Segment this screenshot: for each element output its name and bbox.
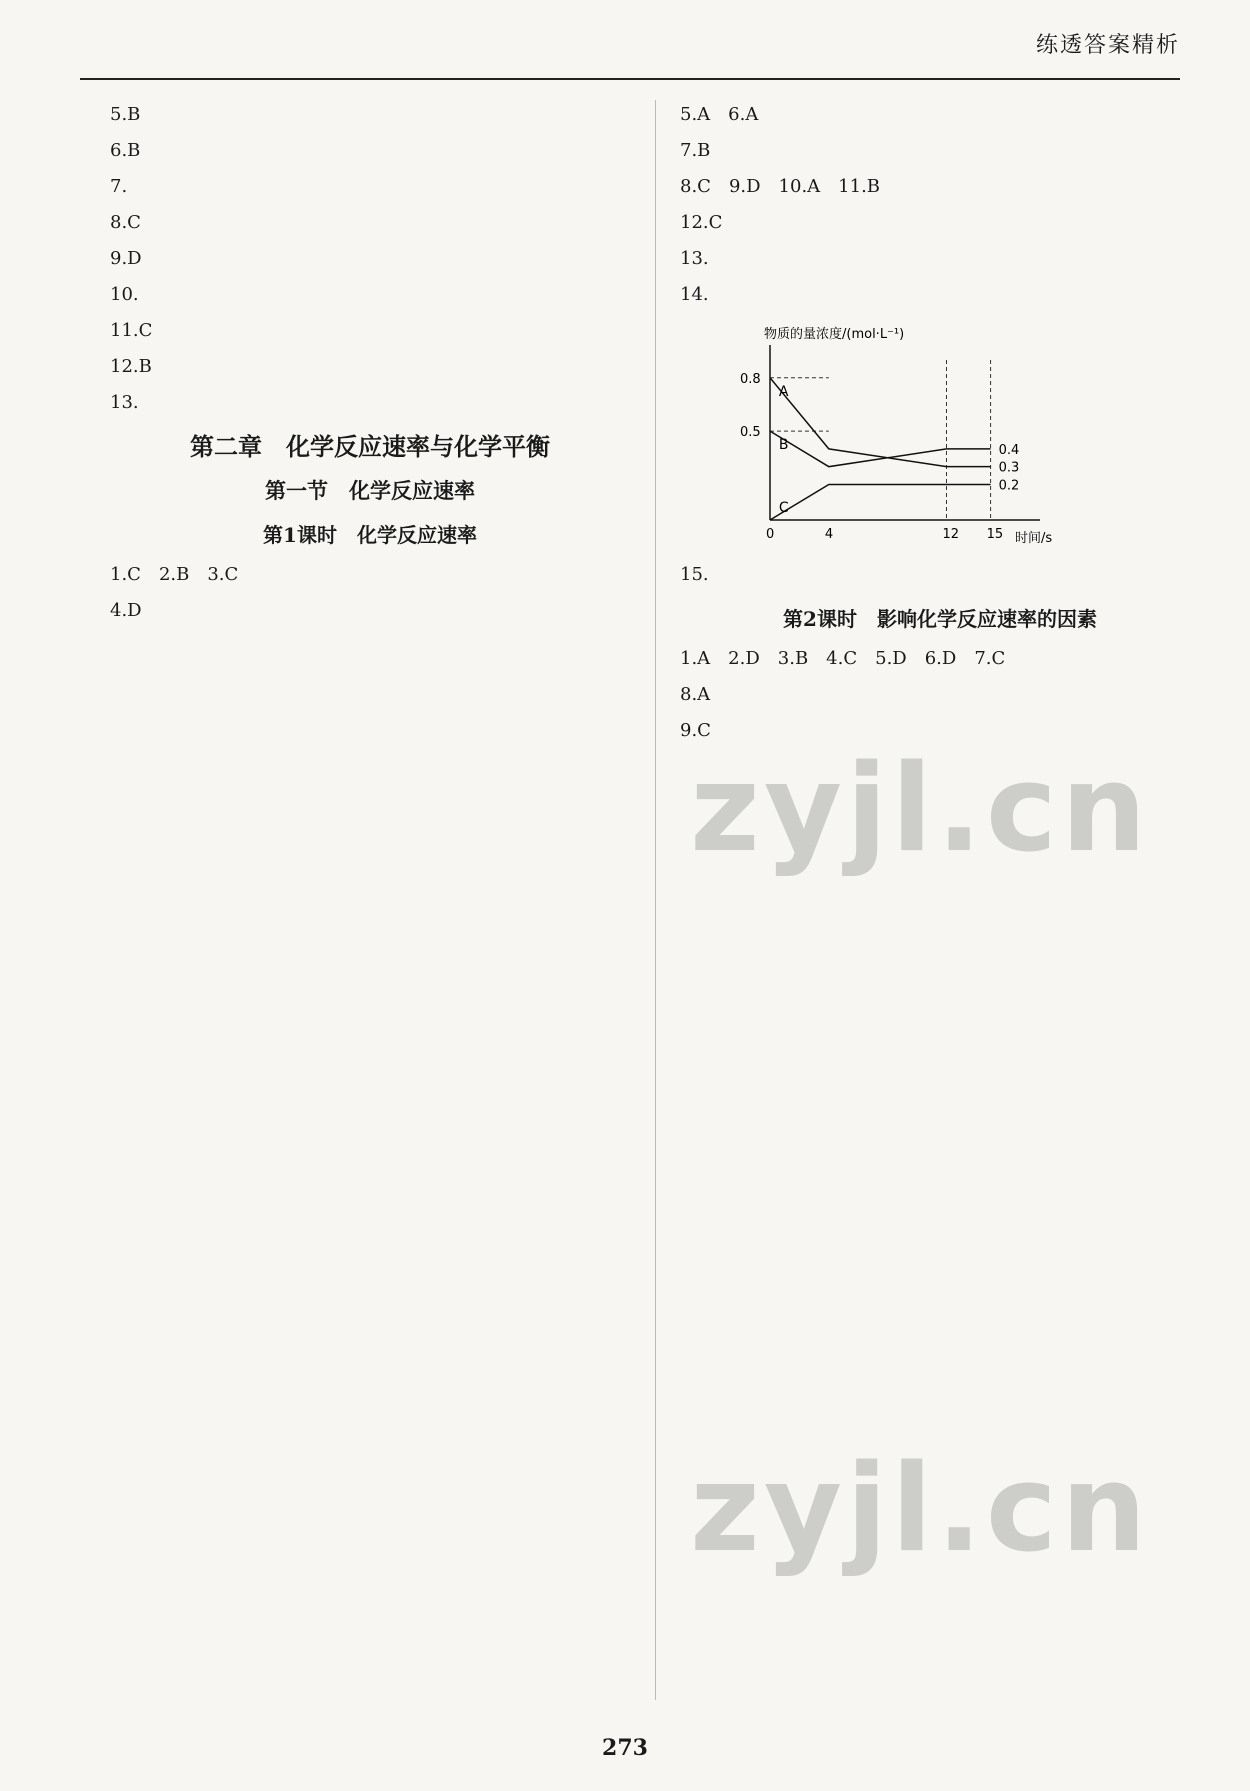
x-tick-label: 12 [942,527,960,542]
x-tick-label: 4 [824,527,834,542]
chapter-title: 第二章 化学反应速率与化学平衡 [190,432,550,461]
series-line-A [770,378,991,467]
watermark-bottom: zyjl.cn [690,1440,1151,1579]
lesson1-answer-7: 7.B [680,140,711,161]
series-line-B [770,431,991,467]
series-label-C: C [778,500,789,516]
lesson-title: 第1课时 化学反应速率 [263,523,477,547]
lesson1-answer-12: 12.C [680,212,723,233]
lesson1-answer-8-11: 8.C 9.D 10.A 11.B [680,176,881,197]
concentration-chart [720,320,1200,550]
right-value-label: 0.3 [998,460,1020,476]
y-tick-label: 0.5 [740,425,761,441]
answer-12: 12.B [110,356,152,377]
lesson1-answer-14: 14. [680,284,709,305]
column-divider [655,100,656,1700]
lesson1-answer-5-6: 5.A 6.A [680,104,759,125]
lesson2-title: 第2课时 影响化学反应速率的因素 [783,607,1097,631]
lesson2-answer-8: 8.A [680,684,711,705]
left-column [110,100,630,632]
right-value-label: 0.4 [998,442,1020,458]
answer-8: 8.C [110,212,141,233]
answer-6: 6.B [110,140,141,161]
section-title: 第一节 化学反应速率 [265,478,475,503]
answer-10: 10. [110,284,139,305]
series-label-B: B [778,437,789,454]
page-header-title: 练透答案精析 [1035,33,1180,58]
chart-xlabel: 时间/s [1015,531,1053,546]
lesson1-answer-15: 15. [680,564,709,585]
lesson1-answer-1-3: 1.C 2.B 3.C [110,564,239,585]
watermark-middle: zyjl.cn [690,740,1151,879]
x-tick-label: 15 [986,527,1004,542]
series-label-A: A [778,383,789,400]
x-tick-label: 0 [766,527,775,542]
lesson1-answer-4: 4.D [110,600,142,621]
right-column [680,100,1200,752]
header-rule [80,78,1180,80]
answer-5: 5.B [110,104,141,125]
chart-ylabel: 物质的量浓度/(mol·L⁻¹) [764,327,905,342]
page-number: 273 [602,1735,648,1761]
y-tick-label: 0.8 [740,371,761,387]
series-line-C [770,484,991,520]
lesson2-answer-1-7: 1.A 2.D 3.B 4.C 5.D 6.D 7.C [680,648,1006,669]
lesson2-answer-9: 9.C [680,720,711,741]
answer-7: 7. [110,176,128,197]
lesson1-answer-13: 13. [680,248,709,269]
answer-9: 9.D [110,248,142,269]
concentration-chart-svg [720,320,1080,550]
right-value-label: 0.2 [998,478,1020,494]
answer-11: 11.C [110,320,153,341]
answer-13: 13. [110,392,139,413]
